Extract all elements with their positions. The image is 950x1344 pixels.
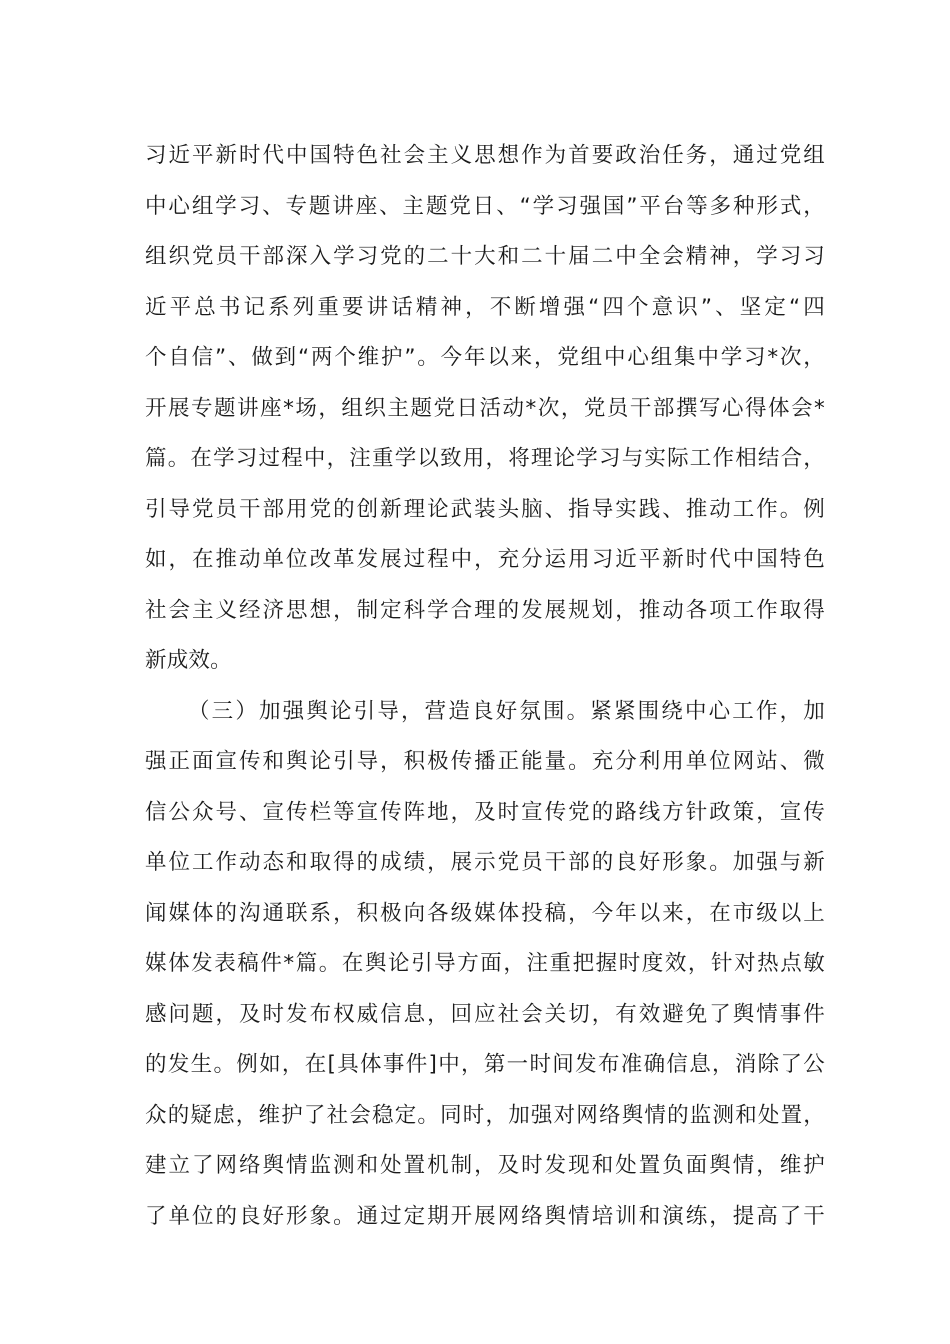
- text-line: 新成效。: [145, 648, 232, 673]
- section-heading-line: （三）加强舆论引导，营造良好氛围。紧紧围绕中心工作，加: [188, 698, 825, 724]
- text-line: 感问题，及时发布权威信息，回应社会关切，有效避免了舆情事件: [145, 1001, 825, 1027]
- text-line: 个自信”、做到“两个维护”。今年以来，党组中心组集中学习*次，: [145, 345, 825, 370]
- text-line: 媒体发表稿件*篇。在舆论引导方面，注重把握时度效，针对热点敏: [145, 951, 825, 976]
- text-line: 篇。在学习过程中，注重学以致用，将理论学习与实际工作相结合，: [145, 446, 825, 471]
- text-line: 如，在推动单位改革发展过程中，充分运用习近平新时代中国特色: [145, 547, 825, 572]
- text-line: 习近平新时代中国特色社会主义思想作为首要政治任务，通过党组: [145, 143, 825, 168]
- text-line: 近平总书记系列重要讲话精神，不断增强“四个意识”、坚定“四: [145, 294, 825, 320]
- text-line: 中心组学习、专题讲座、主题党日、“学习强国”平台等多种形式，: [145, 193, 825, 219]
- text-line: 建立了网络舆情监测和处置机制，及时发现和处置负面舆情，维护: [145, 1153, 825, 1178]
- body-text: [145, 131, 825, 1242]
- text-line: 开展专题讲座*场，组织主题党日活动*次，党员干部撰写心得体会*: [145, 395, 825, 421]
- text-line: 强正面宣传和舆论引导，积极传播正能量。充分利用单位网站、微: [145, 749, 825, 774]
- text-line: 组织党员干部深入学习党的二十大和二十届二中全会精神，学习习: [145, 244, 825, 269]
- text-line: 的发生。例如，在[具体事件]中，第一时间发布准确信息，消除了公: [145, 1052, 825, 1077]
- text-line: 众的疑虑，维护了社会稳定。同时，加强对网络舆情的监测和处置，: [145, 1102, 825, 1128]
- text-line: 闻媒体的沟通联系，积极向各级媒体投稿，今年以来，在市级以上: [145, 900, 825, 926]
- text-line: 信公众号、宣传栏等宣传阵地，及时宣传党的路线方针政策，宣传: [145, 799, 825, 825]
- text-line: 社会主义经济思想，制定科学合理的发展规划，推动各项工作取得: [145, 597, 825, 623]
- text-line: 单位工作动态和取得的成绩，展示党员干部的良好形象。加强与新: [145, 850, 825, 875]
- text-line: 了单位的良好形象。通过定期开展网络舆情培训和演练，提高了干: [145, 1203, 825, 1229]
- text-line: 引导党员干部用党的创新理论武装头脑、指导实践、推动工作。例: [145, 496, 825, 522]
